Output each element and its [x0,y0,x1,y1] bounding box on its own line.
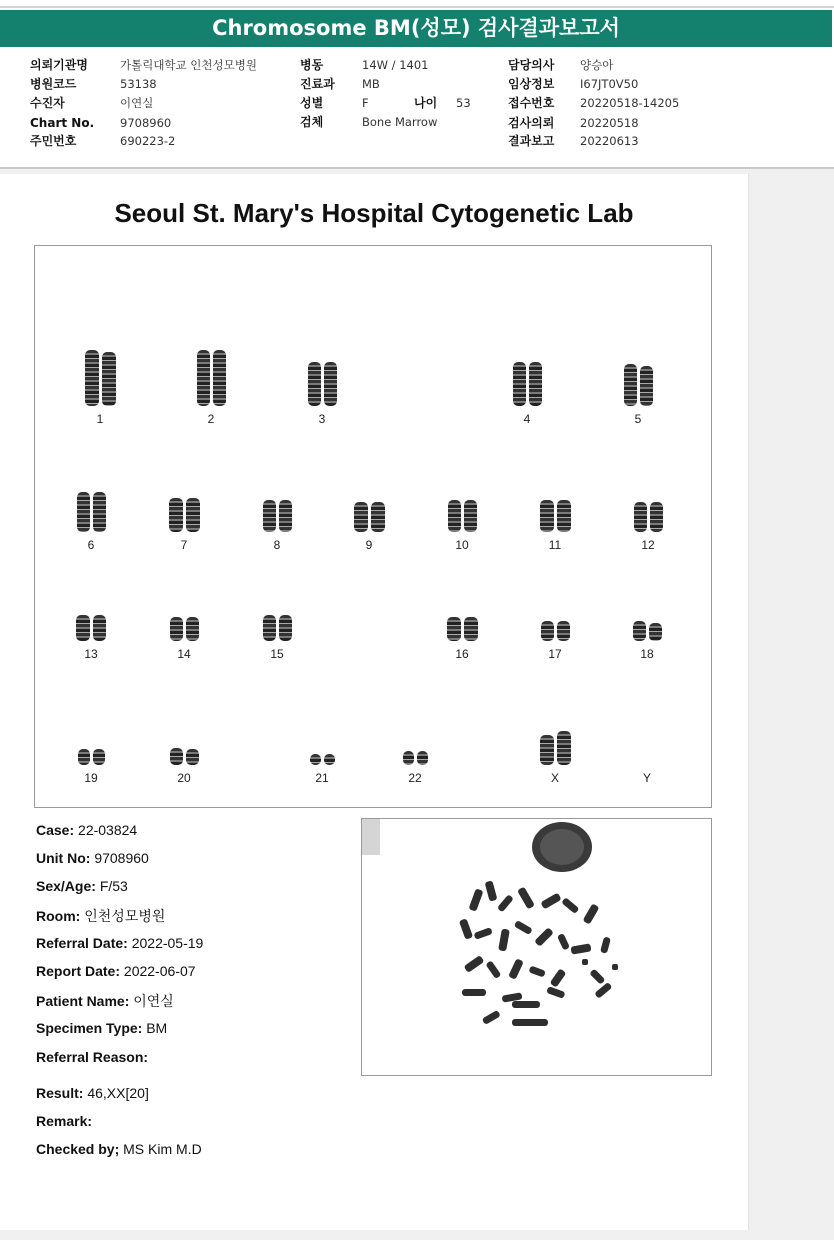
chromosome-19 [61,701,121,785]
remark-label: Remark: [36,1113,93,1129]
chromosome-10 [432,468,492,552]
chromosome-14 [154,577,214,661]
chromosome-3 [292,342,352,426]
chromosome-4 [497,342,557,426]
value-institution: 가톨릭대학교 인천성모병원 [120,58,257,72]
sex-age-value: F/53 [99,878,128,894]
chromosome-6 [61,468,121,552]
checked-by-row [36,1141,202,1157]
chromosome-13 [61,577,121,661]
chromosome-5 [608,342,668,426]
chromosome-label: 12 [641,538,655,552]
chromosome-17 [525,577,585,661]
value-resident-no: 690223-2 [120,134,176,148]
unit-row [36,850,149,866]
chromosome-spread [459,880,618,1026]
label-sex: 성별 [300,96,324,110]
chromosome-9 [339,468,399,552]
label-department: 진료과 [300,77,335,91]
label-patient: 수진자 [30,96,65,110]
chromosome-7 [154,468,214,552]
room-label: Room: [36,908,81,924]
chromosome-20 [154,701,214,785]
value-request-date: 20220518 [580,116,639,130]
label-clinical-info: 임상정보 [508,77,555,91]
karyotype-panel [34,245,712,808]
case-row [36,822,137,838]
value-age: 53 [456,96,471,110]
referral-date-row [36,935,203,951]
room-value: 인천성모병원 [84,908,166,924]
chromosome-12 [618,468,678,552]
chromosome-label: 20 [177,771,191,785]
chromosome-1 [70,342,130,426]
label-ward: 병동 [300,58,324,72]
patient-name-row [36,991,174,1011]
chromosome-label: 1 [96,412,104,426]
referral-reason-label: Referral Reason: [36,1049,149,1065]
referral-date-value: 2022-05-19 [131,935,204,951]
chromosome-label: 16 [455,647,469,661]
label-request-date: 검사의뢰 [508,116,555,130]
report-date-row [36,963,196,979]
chromosome-label: 5 [634,412,642,426]
checked-by-value: MS Kim M.D [123,1141,202,1157]
label-report-date: 결과보고 [508,134,555,148]
chromosome-label: 6 [87,538,95,552]
referral-reason-row [36,1049,148,1065]
chromosome-11 [525,468,585,552]
chromosome-label: 11 [548,538,562,552]
patient-name-value: 이연실 [133,993,174,1009]
patient-name-label: Patient Name: [36,993,130,1009]
chromosome-8 [247,468,307,552]
value-report-date: 20220613 [580,134,639,148]
metaphase-spread [362,819,711,1075]
chromosome-2 [181,342,241,426]
sex-age-row [36,878,128,894]
value-clinical-info: I67JT0V50 [580,77,639,91]
value-ward: 14W / 1401 [362,58,429,72]
report-title: Chromosome BM(성모) 검사결과보고서 [0,10,832,47]
unit-label: Unit No: [36,850,91,866]
chromosome-label: 7 [180,538,188,552]
chromosome-label: 21 [315,771,329,785]
chromosome-label: 18 [640,647,654,661]
sex-age-label: Sex/Age: [36,878,96,894]
room-row [36,906,165,926]
chromosome-22 [385,701,445,785]
metaphase-image [361,818,712,1076]
report-date-value: 2022-06-07 [123,963,196,979]
chromosome-label: 15 [270,647,284,661]
report-header [0,0,834,169]
value-doctor: 양승아 [580,58,614,72]
value-specimen: Bone Marrow [362,115,438,129]
chromosome-label: X [550,771,559,785]
chromosome-label: 13 [84,647,98,661]
chromosome-x [525,701,585,785]
chromosome-label: 17 [548,647,562,661]
value-hospital-code: 53138 [120,77,157,91]
label-hospital-code: 병원코드 [30,77,77,91]
label-age: 나이 [414,96,438,110]
chromosome-label: 3 [318,412,326,426]
specimen-value: BM [146,1020,168,1036]
label-institution: 의뢰기관명 [30,58,88,72]
chromosome-label: 2 [207,412,215,426]
chromosome-21 [292,701,352,785]
label-doctor: 담당의사 [508,58,555,72]
result-label: Result: [36,1085,84,1101]
chromosome-16 [432,577,492,661]
image-corner-noise [362,819,380,855]
specimen-row [36,1020,167,1036]
result-row [36,1085,149,1101]
specimen-label: Specimen Type: [36,1020,143,1036]
unit-value: 9708960 [94,850,149,866]
chromosome-15 [247,577,307,661]
case-value: 22-03824 [78,822,138,838]
checked-by-label: Checked by; [36,1141,120,1157]
chromosome-label: 10 [455,538,469,552]
lab-title: Seoul St. Mary's Hospital Cytogenetic Lab [114,198,634,228]
chromosome-label: Y [642,771,651,785]
chromosome-label: 8 [273,538,281,552]
label-accession-no: 접수번호 [508,96,555,110]
top-divider [0,6,834,8]
nucleus-inner [540,829,584,865]
referral-date-label: Referral Date: [36,935,128,951]
result-value: 46,XX[20] [87,1085,149,1101]
label-specimen: 검체 [300,115,324,129]
value-accession-no: 20220518-14205 [580,96,680,110]
chromosome-18 [617,577,677,661]
value-department: MB [362,77,380,91]
chromosome-label: 9 [365,538,373,552]
case-label: Case: [36,822,75,838]
label-chart-no: Chart No. [30,116,95,130]
chromosome-label: 4 [523,412,531,426]
chromosome-label: 22 [408,771,422,785]
chromosome-label: 14 [177,647,191,661]
value-patient: 이연실 [120,96,154,110]
report-date-label: Report Date: [36,963,121,979]
chromosome-y [617,701,677,785]
value-sex: F [362,96,369,110]
label-resident-no: 주민번호 [30,134,77,148]
value-chart-no: 9708960 [120,116,172,130]
chromosome-label: 19 [84,771,98,785]
remark-row [36,1113,92,1129]
